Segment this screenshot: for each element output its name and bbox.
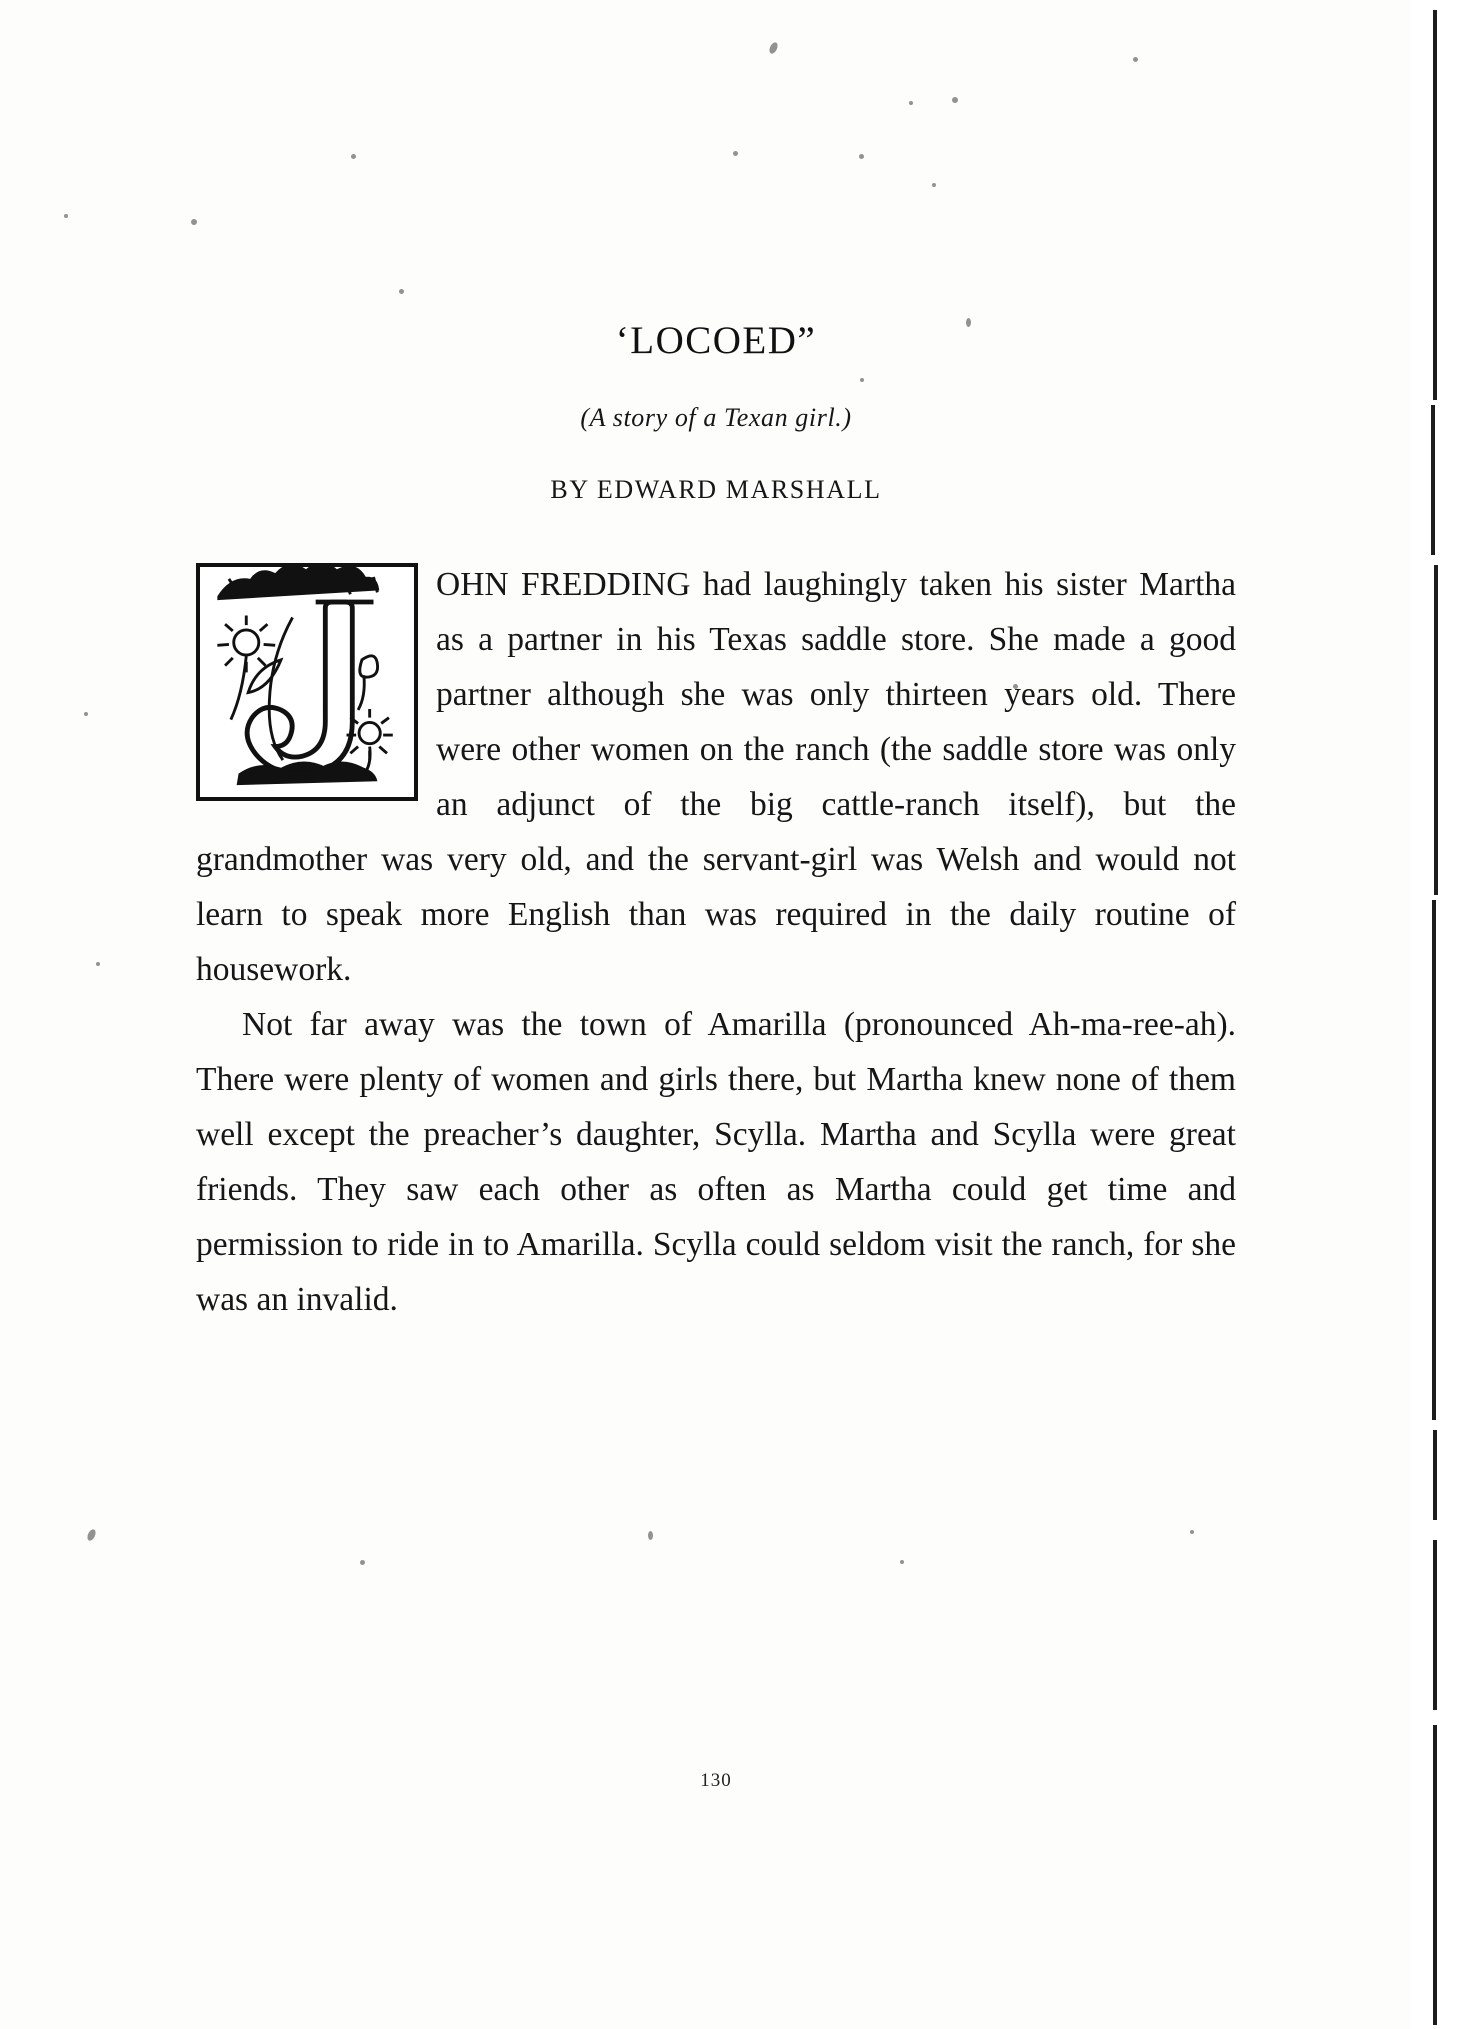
scan-speck — [84, 712, 88, 716]
story-subtitle: (A story of a Texan girl.) — [580, 403, 852, 432]
scan-speck — [86, 1528, 97, 1542]
body-copy — [196, 557, 1236, 1327]
scan-speck — [900, 1560, 904, 1564]
drop-cap-initial-j-icon — [196, 563, 418, 801]
text-column — [196, 0, 1236, 1791]
page-gutter — [1411, 0, 1469, 2029]
author-byline: BY EDWARD MARSHALL — [550, 475, 882, 504]
scan-speck — [64, 214, 68, 218]
scan-speck — [360, 1560, 365, 1565]
page-title: ‘LOCOED” — [615, 319, 817, 362]
scan-speck — [96, 962, 100, 966]
scan-speck — [1190, 1530, 1194, 1534]
page-number: 130 — [700, 1770, 732, 1791]
paragraph: OHN FREDDING had laughingly taken his sister Martha as a partner in his Texas saddle store. She made a good partner although she was only thirteen years old. There were other women on the ranch (the saddle store was only an adjunct of the big cattle-ranch itself), but the grandmother was very old, and the servant-girl was Welsh and would not learn to speak more English than was required in the daily routine of housework. — [196, 566, 1236, 988]
scan-speck — [648, 1531, 653, 1540]
paragraph: Not far away was the town of Amarilla (pronounced Ah-ma-ree-ah). There were plenty of women and girls there, but Martha knew none of them well except the preacher’s daughter, Scylla. Martha and Scylla were great friends. They saw each other as often as Martha could get time and permission to ride in to Amarilla. Scylla could seldom visit the ranch, for she was an invalid. — [196, 1006, 1236, 1318]
